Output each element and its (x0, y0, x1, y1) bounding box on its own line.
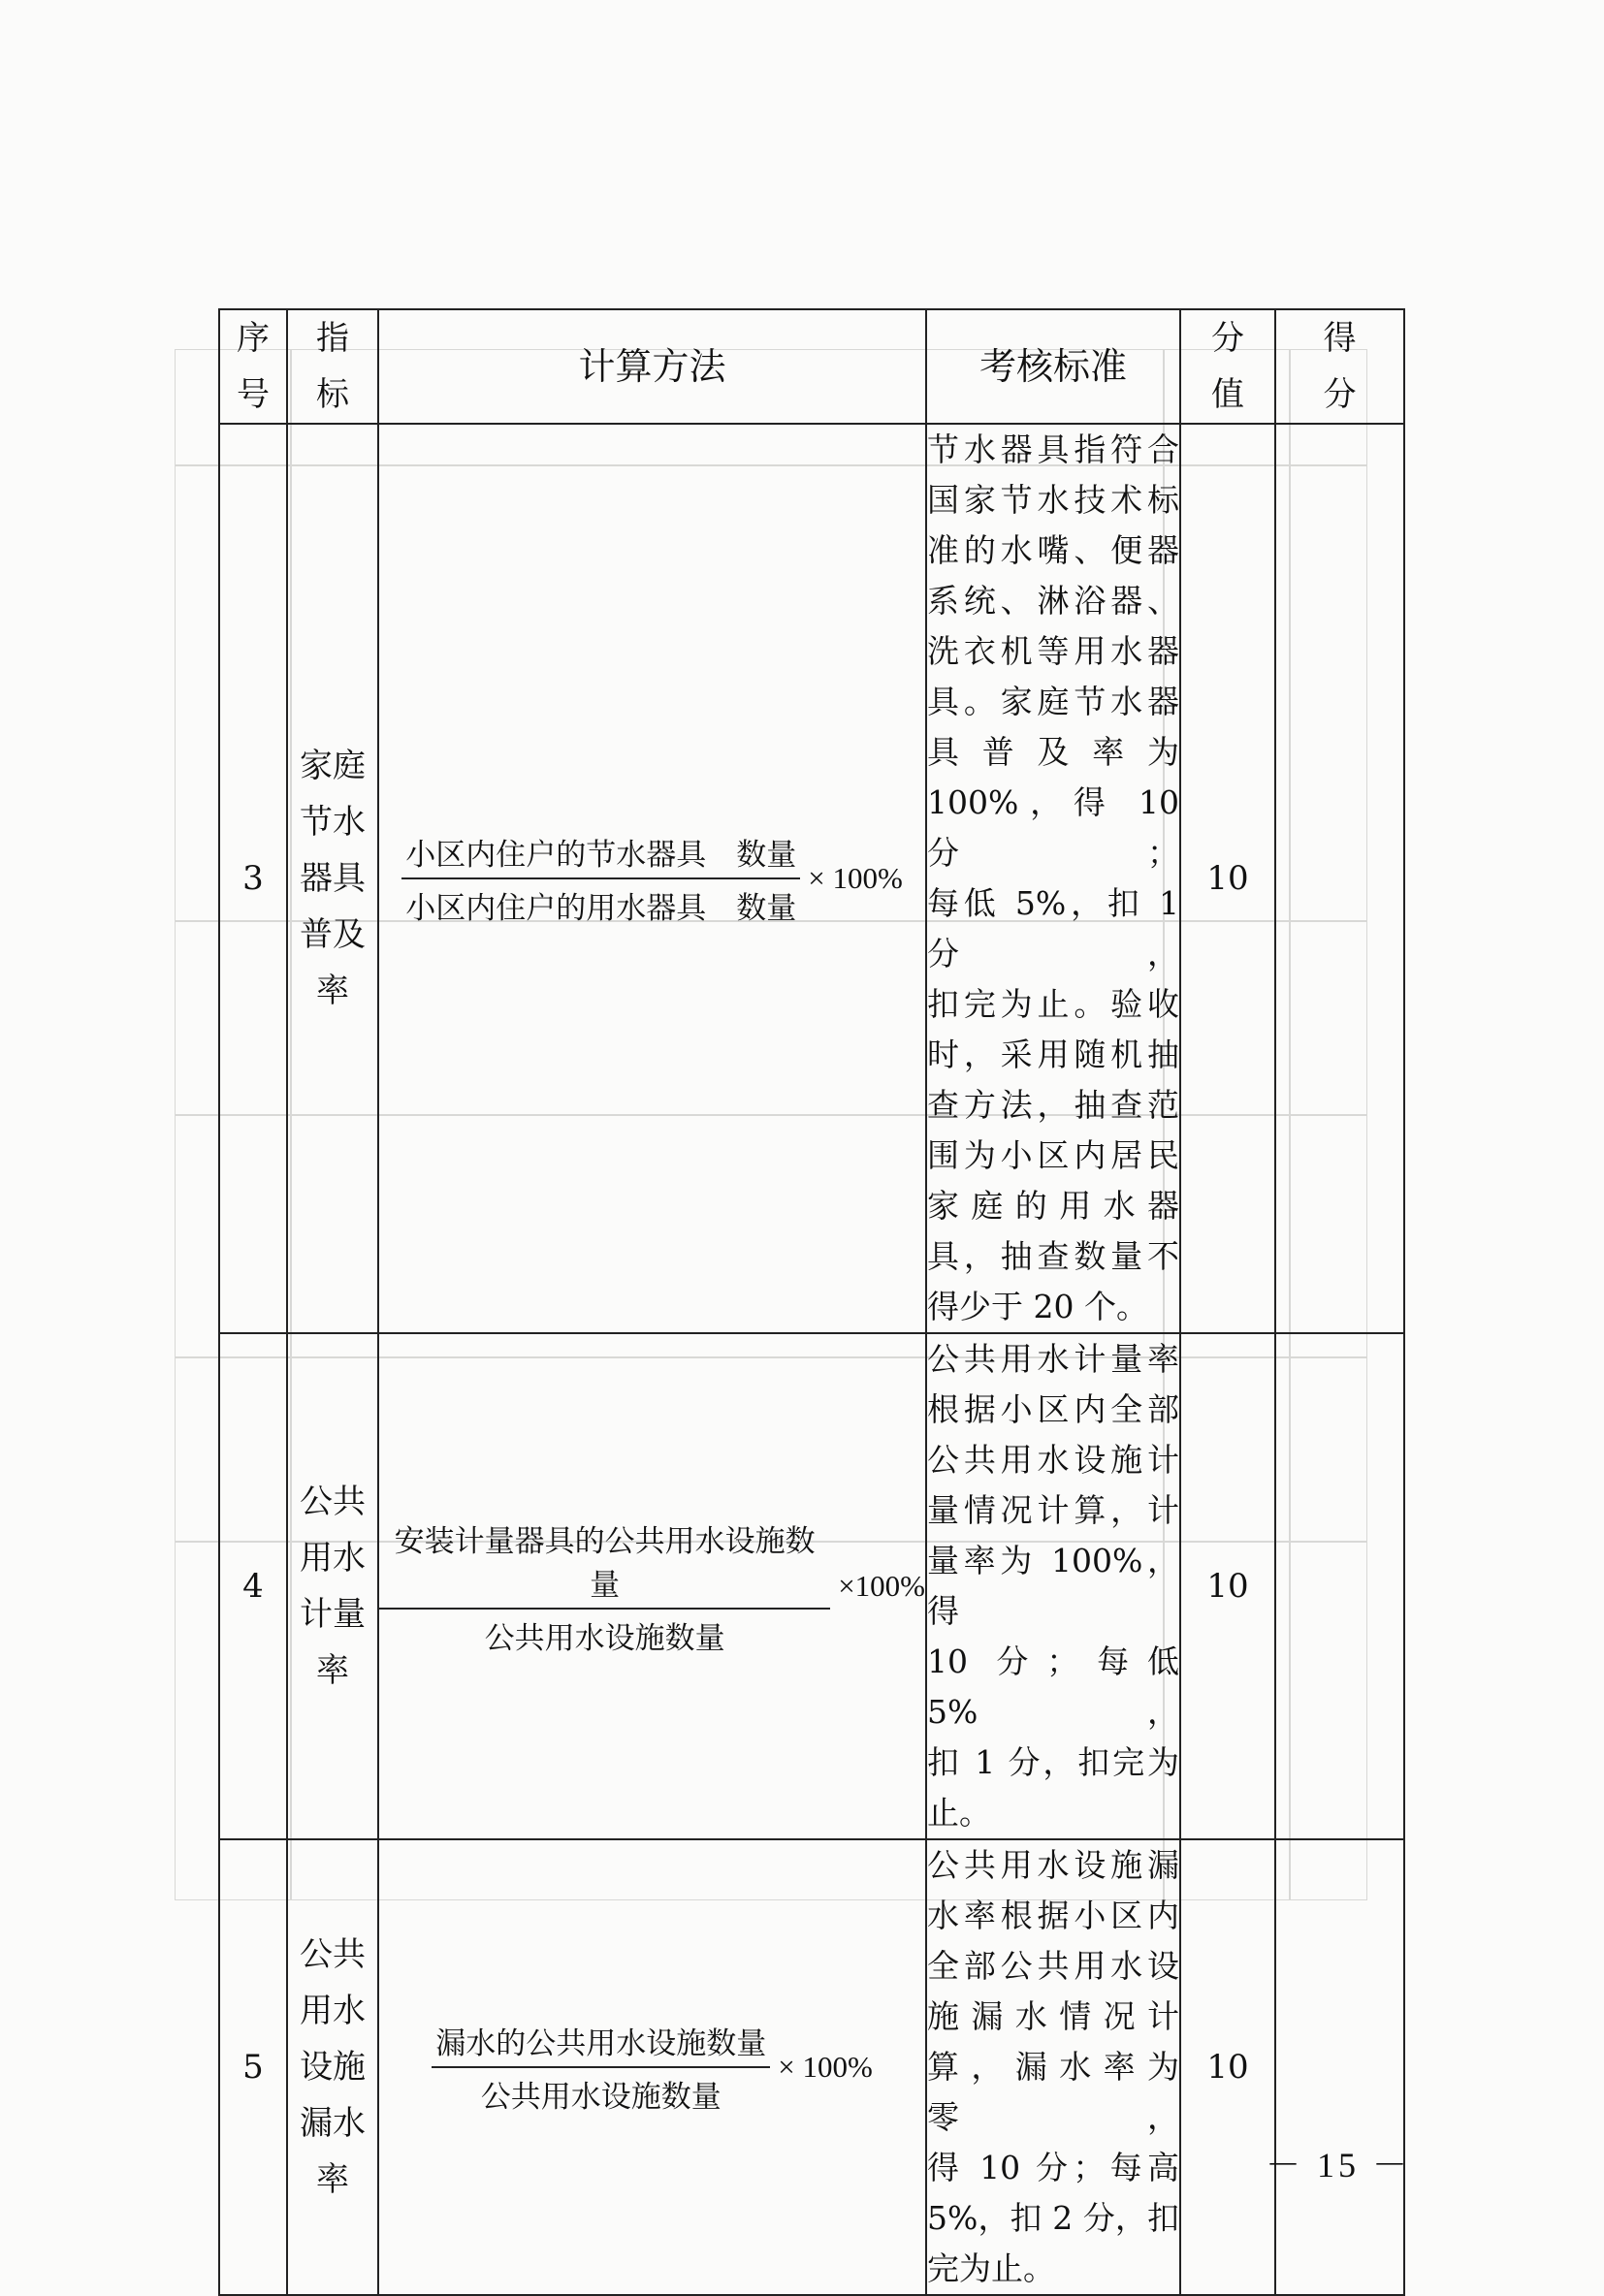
formula-multiplier: × 100% (808, 861, 903, 895)
header-row (219, 309, 1404, 424)
formula-numerator: 安装计量器具的公共用水设施数量 (379, 1516, 830, 1610)
formula-multiplier: ×100% (838, 1569, 925, 1603)
header-score-got: 得 分 (1275, 309, 1404, 424)
table-row (219, 1839, 1404, 2295)
formula-multiplier: × 100% (778, 2050, 873, 2084)
score-got (1275, 1839, 1404, 2295)
indicator-cell: 家庭 节水 器具 普及 率 (287, 424, 378, 1333)
formula-cell (378, 424, 926, 1333)
score-value: 10 (1180, 1839, 1275, 2295)
formula (379, 1516, 925, 1657)
formula-cell (378, 1333, 926, 1839)
formula-numerator: 小区内住户的节水器具 数量 (401, 830, 800, 879)
standard-cell: 公共用水设施漏 水率根据小区内 全部公共用水设 施漏水情况计 算，漏水率为零， 得 10 分；每高 5%，扣 2 分，扣 完为止。 (926, 1839, 1180, 2295)
indicator-cell: 公共 用水 设施 漏水 率 (287, 1839, 378, 2295)
header-standard: 考核标准 (926, 309, 1180, 424)
header-no: 序 号 (219, 309, 287, 424)
header-indicator: 指 标 (287, 309, 378, 424)
table-row (219, 424, 1404, 1333)
score-value: 10 (1180, 424, 1275, 1333)
row-number: 3 (219, 424, 287, 1333)
row-number: 4 (219, 1333, 287, 1839)
score-got (1275, 1333, 1404, 1839)
formula-denominator: 公共用水设施数量 (484, 1620, 725, 1655)
header-score-value: 分 值 (1180, 309, 1275, 424)
page-number: － 15 － (1266, 2146, 1412, 2184)
indicator-cell: 公共 用水 计量 率 (287, 1333, 378, 1839)
score-got (1275, 424, 1404, 1333)
header-method: 计算方法 (378, 309, 926, 424)
formula-numerator: 漏水的公共用水设施数量 (432, 2019, 770, 2068)
formula (379, 830, 925, 927)
formula-denominator: 小区内住户的用水器具 数量 (405, 891, 797, 925)
standard-cell: 公共用水计量率 根据小区内全部 公共用水设施计 量情况计算，计 量率为 100%，得 10 分；每低 5%， 扣 1 分，扣完为 止。 (926, 1333, 1180, 1839)
formula-denominator: 公共用水设施数量 (480, 2080, 722, 2114)
row-number: 5 (219, 1839, 287, 2295)
formula (379, 2019, 925, 2116)
standard-cell: 节水器具指符合 国家节水技术标 准的水嘴、便器 系统、淋浴器、 洗衣机等用水器 具。家庭节水器 具普及率为 100%，得 10 分； 每低 5%，扣 1 分， 扣完为止。验收 时，采用随机抽 查方法，抽查范 围为小区内居民 家庭的用水器 具，抽查数量不 得少于 20 个。 (926, 424, 1180, 1333)
table-row (219, 1333, 1404, 1839)
score-value: 10 (1180, 1333, 1275, 1839)
formula-cell (378, 1839, 926, 2295)
assessment-table (218, 308, 1405, 2296)
